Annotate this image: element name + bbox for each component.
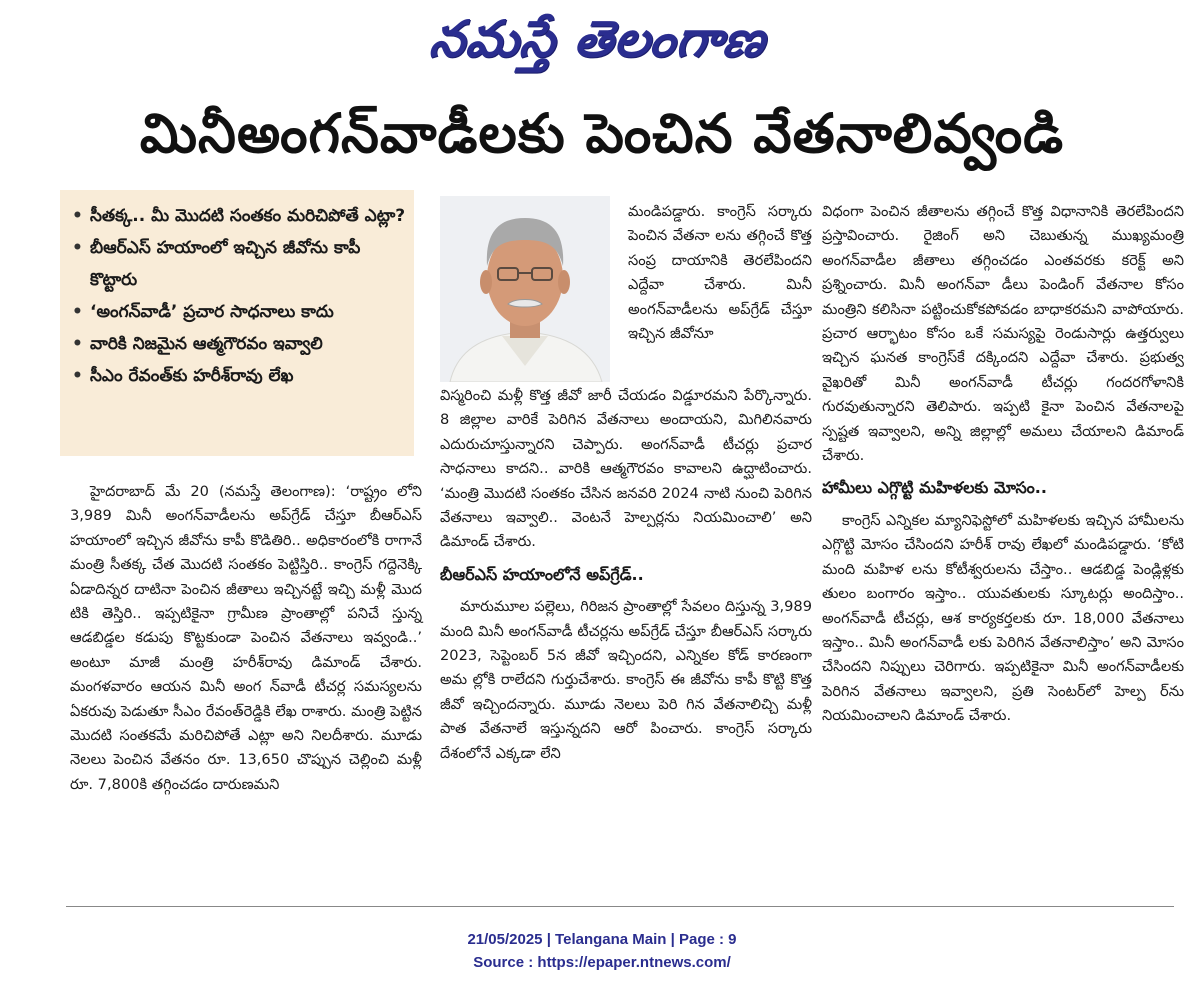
article-paragraph: విధంగా పెంచిన జీతాలను తగ్గించే కొత్త విధానానికి తెరలేపిందని ప్రస్తావించారు. రైజింగ్ అని చెబుతున్న ముఖ్యమంత్రి అంగన్‌వాడీల జీతాలు తగ్గించడం ఎంతవరకు కరెక్ట్ అని ప్రశ్నించారు. మినీ అంగన్‌వా డీలు పెండింగ్ వేతనాల కోసం మంత్రిని కలిసినా పట్టించుకోకపోవడం బాధాకరమని వాపోయారు. ప్రచార ఆర్భాటం కోసం ఒకే సమస్యపై రెండుసార్లు ఉత్తర్వులు ఇచ్చిన ఘనత కాంగ్రెస్‌కే దక్కిందని ఎద్దేవా చేశారు. ప్రభుత్వ వైఖరితో మినీ అంగన్‌వాడీ టీచర్లు గందరగోళానికి గురవుతున్నారని తెలిపారు. ఇప్పటి కైనా పెంచిన వేతనాలపై స్పష్టత ఇవ్వాలని, అన్ని జిల్లాల్లో అమలు చేయాలని డిమాండ్ చేశారు.: [822, 203, 1184, 465]
newspaper-logo: నమస్తే తెలంగాణ: [427, 10, 769, 68]
highlight-item: • సీతక్క.. మీ మొదటి సంతకం మరిచిపోతే ఎట్లా?: [72, 200, 406, 232]
portrait-image: [440, 196, 610, 382]
highlight-item: • సీఎం రేవంత్‌కు హరీశ్‌రావు లేఖ: [72, 360, 406, 392]
article-column-2-top: [628, 200, 812, 384]
article-column-2: [440, 384, 812, 890]
article-paragraph: మారుమూల పల్లెలు, గిరిజన ప్రాంతాల్లో సేవలం దిస్తున్న 3,989 మంది మినీ అంగన్‌వాడీ టీచర్లను అప్‌గ్రేడ్ చేస్తూ బీఆర్‌ఎస్ సర్కారు 2023, సెప్టెంబర్ 5న జీవో ఇచ్చిందని, ఎన్నికల కోడ్ కారణంగా అమ ల్లోకి రాలేదని గుర్తుచేశారు. కాంగ్రెస్ ఈ జీవోను కాపీ కొట్టి కొత్త జీవో ఇచ్చిందన్నారు. మూడు నెలలు పెరి గిన వేతనాలిచ్చి మళ్లీ పాత వేతనాలే ఇస్తున్నదని ఆరో పించారు. కాంగ్రెస్ సర్కారు దేశంలోనే ఎక్కడా లేని: [440, 598, 812, 762]
highlight-item: • ‘అంగన్‌వాడీ’ ప్రచార సాధనాలు కాదు: [72, 296, 406, 328]
article-subhead: బీఆర్‌ఎస్ హయాంలోనే అప్‌గ్రేడ్..: [440, 564, 644, 584]
article-paragraph: మండిపడ్డారు. కాంగ్రెస్ సర్కారు పెంచిన వేతనా లను తగ్గించే కొత్త సంప్ర దాయానికి తెరలేపిందని ఎద్దేవా చేశారు. మినీ అంగన్‌వాడీలను అప్‌గ్రేడ్ చేస్తూ ఇచ్చిన జీవోనూ: [628, 203, 812, 343]
article-headline: మినీఅంగన్‌వాడీలకు పెంచిన వేతనాలివ్వండి: [139, 102, 1065, 165]
masthead: [0, 4, 1204, 82]
highlights-list: [72, 200, 406, 392]
edition-info: 21/05/2025 | Telangana Main | Page : 9: [467, 931, 737, 948]
source-link[interactable]: Source : https://epaper.ntnews.com/: [473, 954, 731, 971]
harish-rao-photo: [440, 196, 610, 382]
footer-divider: [66, 906, 1174, 907]
article-subhead: హామీలు ఎగ్గొట్టి మహిళలకు మోసం..: [822, 478, 1047, 498]
highlight-item: • బీఆర్‌ఎస్ హయాంలో ఇచ్చిన జీవోను కాపీ కొట్టారు: [72, 232, 406, 296]
article-paragraph: విస్మరించి మళ్లీ కొత్త జీవో జారీ చేయడం విడ్డూరమని పేర్కొన్నారు. 8 జిల్లాల వారికే పెరిగిన వేతనాలు అందాయని, మిగిలినవారు ఎదురుచూస్తున్నారని చెప్పారు. అంగన్‌వాడీ టీచర్లు ప్రచార సాధనాలు కాదని.. వారికి ఆత్మగౌరవం కావాలని ఉద్ఘాటించారు. ‘మంత్రి మొదటి సంతకం చేసిన జనవరి 2024 నాటి నుంచి పెరిగిన వేతనాలు ఇవ్వాలి.. వెంటనే హెల్పర్లను నియమించాలి’ అని డిమాండ్ చేశారు.: [440, 387, 812, 551]
article-paragraph: హైదరాబాద్ మే 20 (నమస్తే తెలంగాణ): ‘రాష్ట్రం లోని 3,989 మినీ అంగన్‌వాడీలను అప్‌గ్రేడ్ చేస్తూ బీఆర్‌ఎస్ హయాంలో ఇచ్చిన జీవోను కాపీ కొడితిరి.. అధికారంలోకి రాగానే మంత్రి సీతక్క చేత మొదటి సంతకం పెట్టిస్తిరి.. కాంగ్రెస్ గద్దెనెక్కి ఏడాదిన్నర దాటినా పెంచిన జీతాలు ఇచ్చినట్టే ఇచ్చి మళ్లీ మొద టికి తెస్తిరి.. ఇప్పటికైనా గ్రామీణ ప్రాంతాల్లో పనిచే స్తున్న ఆడబిడ్డల కడుపు కొట్టకుండా పెంచిన వేతనాలు ఇవ్వండి..’ అంటూ మాజీ మంత్రి హరీశ్‌రావు డిమాండ్ చేశారు. మంగళవారం ఆయన మినీ అంగ న్‌వాడీ టీచర్ల సమస్యలను ఏకరువు పెడుతూ సీఎం రేవంత్‌రెడ్డికి లేఖ రాశారు. మంత్రి పెట్టిన మొదటి సంతకమే మరిచిపోతే ఎట్లా అని నిలదీశారు. మూడు నెలలు పెంచిన వేతనం రూ. 13,650 చొప్పున చెల్లించి మళ్లీ రూ. 7,800కి తగ్గించడం దారుణమని: [70, 483, 422, 793]
article-column-1: [70, 480, 422, 890]
article-paragraph: కాంగ్రెస్ ఎన్నికల మ్యానిఫెస్టోలో మహిళలకు ఇచ్చిన హామీలను ఎగ్గొట్టి మోసం చేసిందని హరీశ్ రావు లేఖలో మండిపడ్డారు. ‘కోటి మంది మహిళ లను కోటీశ్వరులను చేస్తాం.. ఆడబిడ్డ పెండ్లిళ్లకు తులం బంగారం ఇస్తాం.. యువతులకు స్కూటర్లు అందిస్తాం.. అంగన్‌వాడీ టీచర్లు, ఆశ కార్యకర్తలకు రూ. 18,000 వేతనాలు ఇస్తాం.. మినీ అంగన్‌వాడీ లకు పెరిగిన వేతనాలిస్తాం’ అని మోసం చేసిందని నిప్పులు చెరిగారు. ఇప్పటికైనా మినీ అంగన్‌వాడీలకు పెరిగిన వేతనాలు ఇవ్వాలని, ప్రతి సెంటర్‌లో హెల్ప ర్‌ను నియమించాలని డిమాండ్ చేశారు.: [822, 511, 1184, 725]
article-column-3: [822, 200, 1184, 890]
highlights-box: [60, 190, 414, 456]
highlight-item: • వారికి నిజమైన ఆత్మగౌరవం ఇవ్వాలి: [72, 328, 406, 360]
